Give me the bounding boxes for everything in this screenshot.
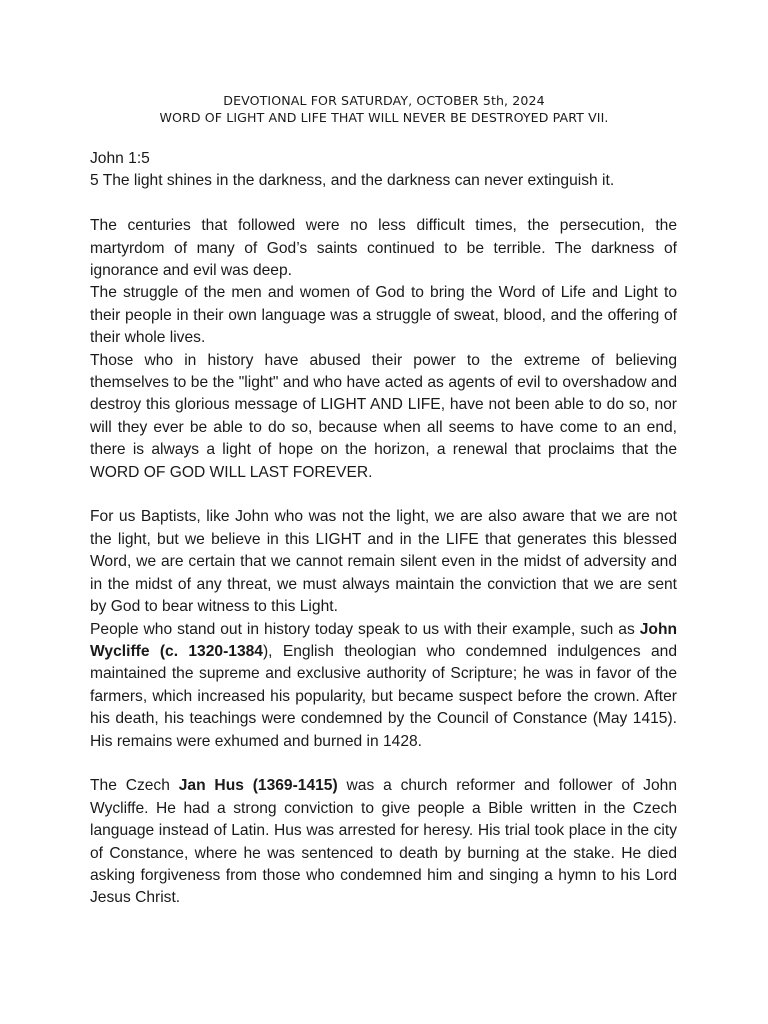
paragraph-centuries: The centuries that followed were no less difficult times, the persecution, the martyrdom of many of God’s saints continued to be terrible. The darkness of ignorance and evil was deep. [90, 217, 677, 280]
hus-intro-text: The Czech [90, 777, 179, 795]
paragraph-jan-hus [90, 775, 677, 909]
hus-name-bold: Jan Hus (1369-1415) [178, 777, 338, 795]
paragraph-wycliffe [90, 619, 677, 753]
wycliffe-intro-text: People who stand out in history today speak to us with their example, such as [90, 620, 640, 638]
header-date-line: DEVOTIONAL FOR SATURDAY, OCTOBER 5th, 2024 [223, 93, 545, 108]
paragraph-spacer [90, 193, 677, 215]
wycliffe-body-text: ), English theologian who condemned indulgences and maintained the supreme and exclusive authority of Scripture; he was in favor of the farmers, which increased his popularity, but became suspect before the crown. After his death, his teachings were condemned by the Council of Constance (May 1415). His remains were exhumed and burned in 1428. [90, 642, 677, 750]
scripture-reference: John 1:5 [90, 150, 150, 167]
devotional-body [90, 148, 677, 910]
scripture-verse: 5 The light shines in the darkness, and the darkness can never extinguish it. [90, 172, 615, 190]
devotional-header [0, 92, 768, 126]
paragraph-spacer [90, 753, 677, 775]
paragraph-abuse-of-power: Those who in history have abused their power to the extreme of believing themselves to be the "light" and who have acted as agents of evil to overshadow and destroy this glorious message of LIGHT AND LIFE, have not been able to do so, nor will they ever be able to do so, because when all seems to have come to an end, there is always a light of hope on the horizon, a renewal that proclaims that the WORD OF GOD WILL LAST FOREVER. [90, 351, 677, 481]
paragraph-struggle: The struggle of the men and women of God to bring the Word of Life and Light to their people in their own language was a struggle of sweat, blood, and the offering of their whole lives. [90, 284, 677, 347]
hus-body-text: was a church reformer and follower of John Wycliffe. He had a strong conviction to give people a Bible written in the Czech language instead of Latin. Hus was arrested for heresy. His trial took place in the city of Constance, where he was sentenced to death by burning at the stake. He died asking forgiveness from those who condemned him and singing a hymn to his Lord Jesus Christ. [90, 777, 678, 907]
wycliffe-name-bold: John Wycliffe (c. 1320-1384 [90, 620, 677, 660]
paragraph-spacer [90, 484, 677, 506]
header-title-line: WORD OF LIGHT AND LIFE THAT WILL NEVER BE DESTROYED PART VII. [159, 110, 609, 125]
paragraph-baptists: For us Baptists, like John who was not the light, we are also aware that we are not the light, but we believe in this LIGHT and in the LIFE that generates this blessed Word, we are certain that we cannot remain silent even in the midst of adversity and in the midst of any threat, we must always maintain the conviction that we are sent by God to bear witness to this Light. [90, 508, 677, 616]
